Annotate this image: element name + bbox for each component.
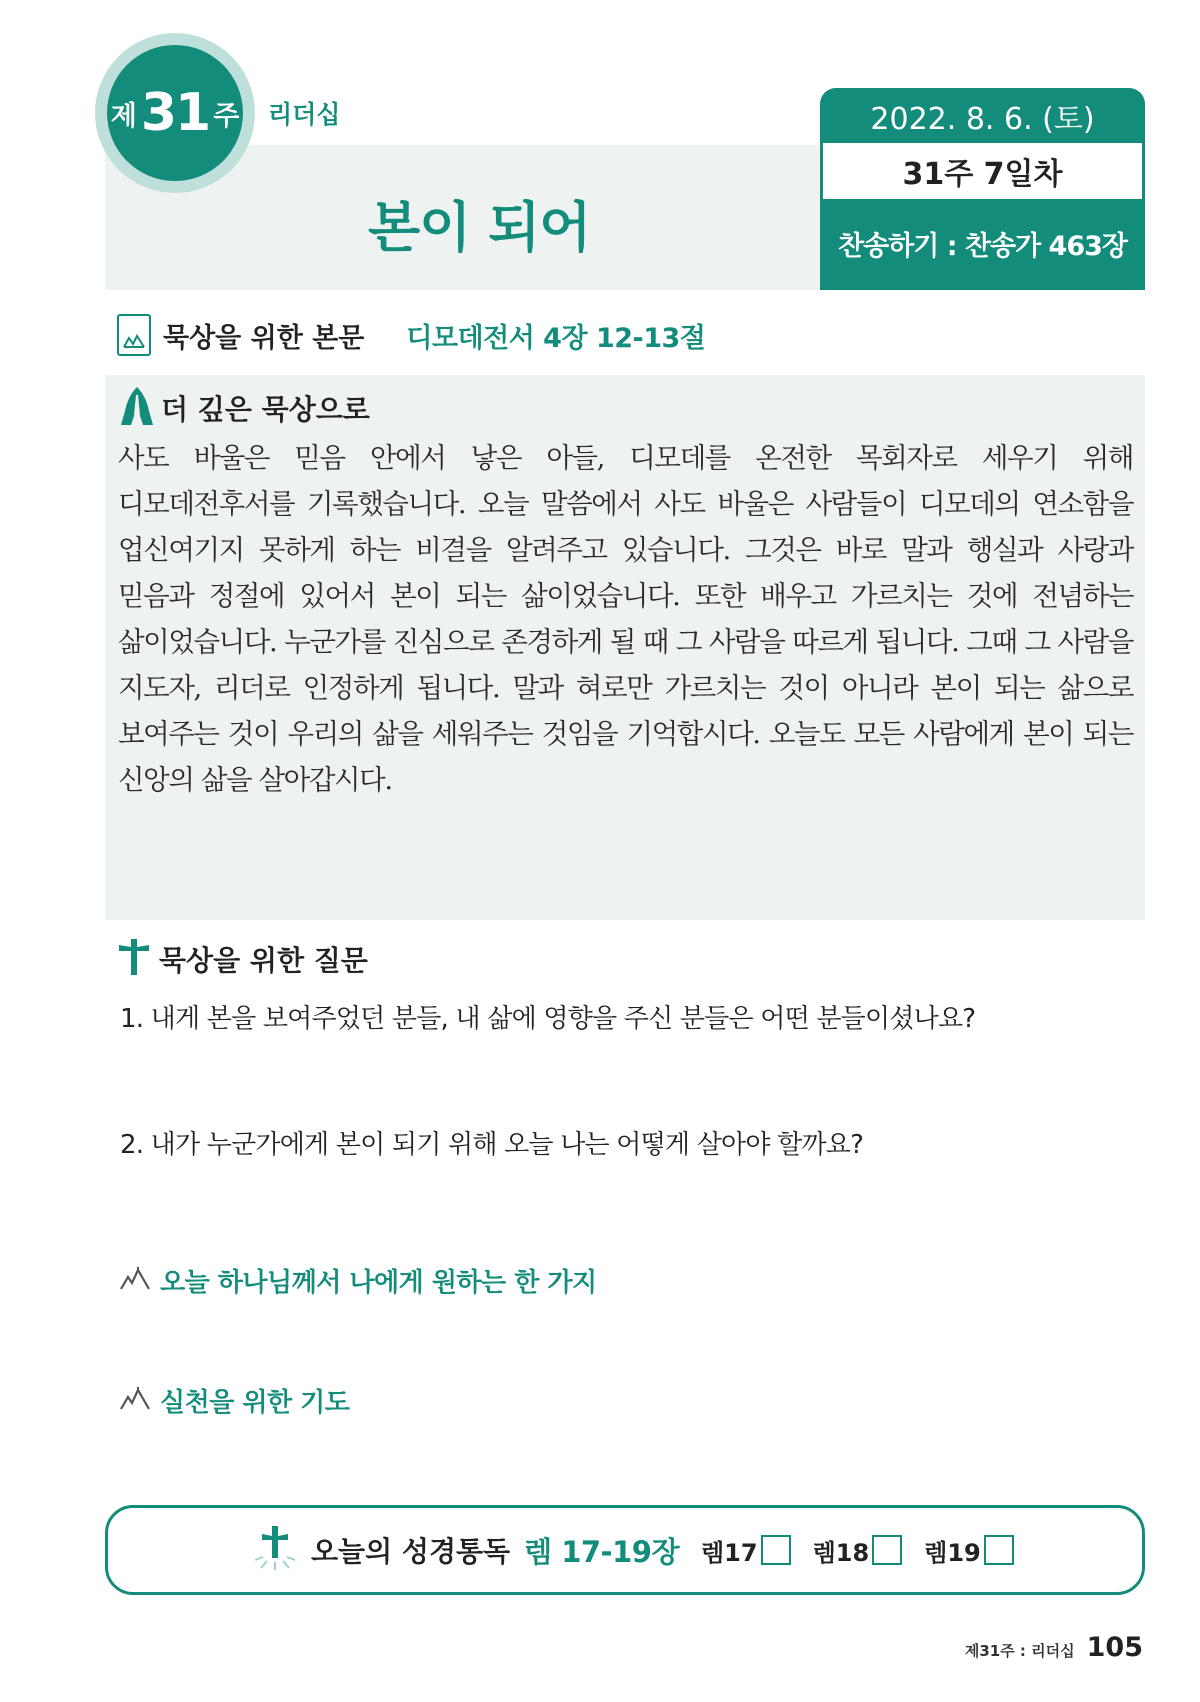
meditation-text: 사도 바울은 믿음 안에서 낳은 아들, 디모데를 온전한 목회자로 세우기 위해 디모데전후서를 기록했습니다. 오늘 말씀에서 사도 바울은 사람들이 디모데의 연소함을 업신여기지 못하게 하는 비결을 알려주고 있습니다. 그것은 바로 말과 행실과 사랑과 믿음과 정절에 있어서 본이 되는 삶이었습니다. 또한 배우고 가르치는 것에 전념하는 삶이었습니다. 누군가를 진심으로 존경하게 될 때 그 사람을 따르게 됩니다. 그때 그 사람을 지도자, 리더로 인정하게 됩니다. 말과 혀로만 가르치는 것이 아니라 본이 되는 삶으로 보여주는 것이 우리의 삶을 세워주는 것임을 기억합시다. 오늘도 모든 사람에게 본이 되는 신앙의 삶을 살아갑시다. xyxy=(118,442,1133,796)
mountain-icon xyxy=(120,1387,150,1415)
reading-check-label: 렘17 xyxy=(700,1538,758,1567)
bible-reading-reference: 렘 17-19장 xyxy=(524,1534,679,1569)
page-title: 본이 되어 xyxy=(368,196,591,259)
questions-heading xyxy=(117,937,368,981)
page-number: 105 xyxy=(1086,1632,1143,1663)
bible-reading-row xyxy=(253,1508,1014,1592)
cross-icon xyxy=(117,937,151,981)
scripture-label: 묵상을 위한 본문 xyxy=(163,322,365,354)
reading-checkbox[interactable] xyxy=(872,1535,902,1565)
questions-label: 묵상을 위한 질문 xyxy=(159,944,368,977)
bible-reading-box xyxy=(105,1505,1145,1595)
week-number: 31 xyxy=(140,83,210,143)
week-prefix: 제 xyxy=(110,100,137,132)
cross-light-icon xyxy=(253,1524,297,1576)
prayer-label: 실천을 위한 기도 xyxy=(160,1388,350,1418)
date-box xyxy=(820,88,1145,290)
scripture-reference: 디모데전서 4장 12-13절 xyxy=(406,322,706,354)
week-suffix: 주 xyxy=(213,100,240,132)
reading-check-label: 렘19 xyxy=(924,1538,981,1567)
hymn: 찬송하기 : 찬송가 463장 xyxy=(837,230,1127,262)
book-icon xyxy=(117,314,151,356)
reading-check-item[interactable] xyxy=(701,1533,791,1568)
day-count: 31주 7일차 xyxy=(823,143,1142,199)
prayer-heading xyxy=(120,1382,349,1419)
footer-label: 제31주 : 리더십 xyxy=(964,1642,1075,1660)
bible-reading-label: 오늘의 성경통독 xyxy=(311,1535,511,1568)
page-footer xyxy=(965,1632,1143,1663)
meditation-heading xyxy=(119,385,370,431)
one-thing-label: 오늘 하나님께서 나에게 원하는 한 가지 xyxy=(160,1268,597,1298)
reading-check-label: 렘18 xyxy=(812,1538,870,1567)
meditation-label: 더 깊은 묵상으로 xyxy=(161,393,370,426)
meditation-box xyxy=(105,375,1145,920)
question-1: 1. 내게 본을 보여주었던 분들, 내 삶에 영향을 주신 분들은 어떤 분들이셨나요? xyxy=(120,1004,976,1034)
mountain-icon xyxy=(120,1267,150,1295)
reading-check-item[interactable] xyxy=(813,1533,903,1568)
one-thing-heading xyxy=(120,1262,597,1299)
reading-check-item[interactable] xyxy=(924,1533,1014,1568)
reading-checkbox[interactable] xyxy=(761,1535,791,1565)
reading-checkbox[interactable] xyxy=(984,1535,1014,1565)
praying-hands-icon xyxy=(119,385,155,431)
question-2: 2. 내가 누군가에게 본이 되기 위해 오늘 나는 어떻게 살아야 할까요? xyxy=(120,1130,864,1160)
date: 2022. 8. 6. (토) xyxy=(870,101,1095,137)
week-badge xyxy=(107,45,243,181)
scripture-row xyxy=(117,313,705,357)
category-label: 리더십 xyxy=(268,100,341,129)
